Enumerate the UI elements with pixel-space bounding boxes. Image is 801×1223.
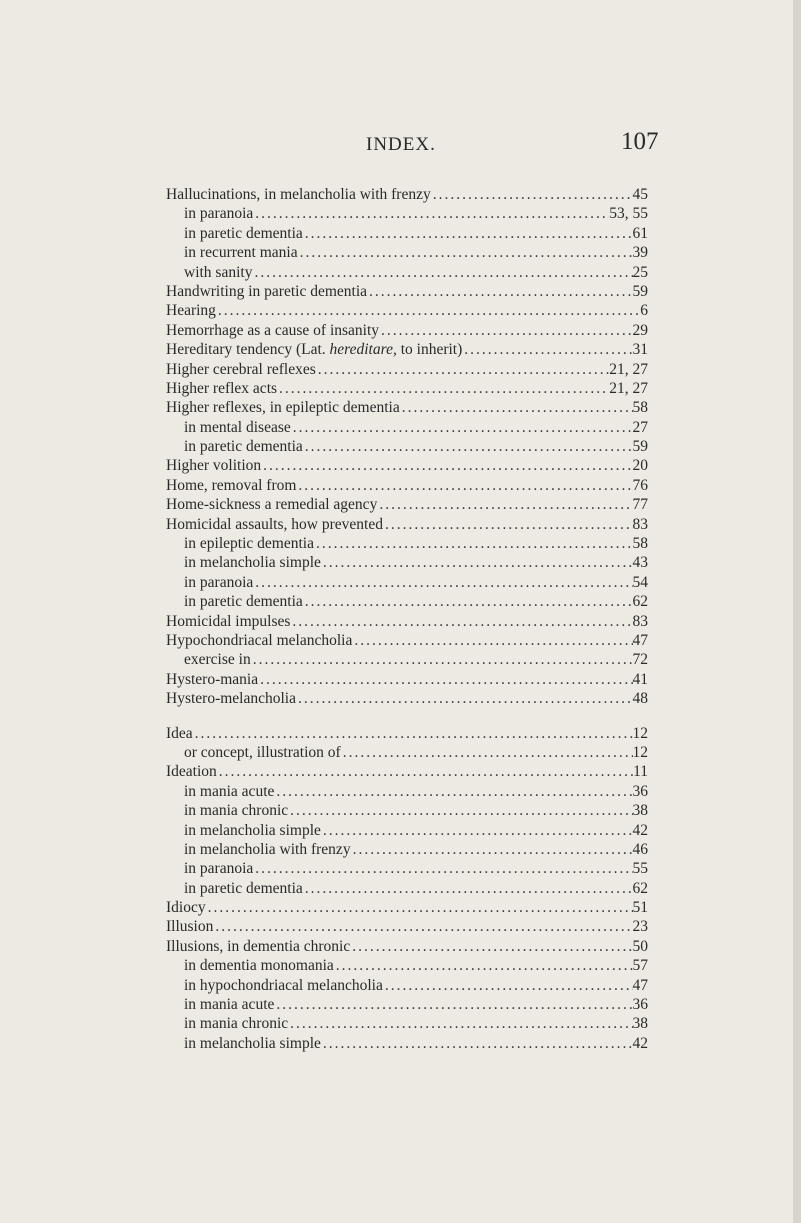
entry-pages: 50 (632, 937, 648, 955)
entry-pages: 72 (632, 651, 648, 669)
index-subentry (166, 1034, 648, 1053)
index-subentry (166, 418, 648, 437)
entry-pages: 38 (632, 802, 648, 820)
entry-pages: 58 (632, 535, 648, 553)
index-entry (166, 321, 648, 340)
index-entry (166, 282, 648, 301)
entry-pages: 45 (632, 186, 648, 203)
page-edge (793, 0, 801, 1223)
index-entry (166, 724, 648, 743)
leader-dots (321, 1034, 633, 1053)
entry-text: in paretic dementia (184, 438, 303, 456)
entry-text: Hallucinations, in melancholia with frenzy (166, 186, 431, 203)
running-title: INDEX. (366, 134, 436, 155)
entry-pages: 51 (632, 899, 648, 917)
entry-text: in hypochondriacal melancholia (184, 976, 383, 994)
index-subentry (166, 821, 648, 840)
leader-dots (217, 762, 633, 781)
entry-text: in melancholia simple (184, 821, 321, 839)
entry-text: Hypochondriacal melancholia (166, 631, 353, 649)
entry-pages: 31 (632, 341, 648, 359)
index-entry (166, 515, 648, 534)
entry-pages: 42 (632, 1034, 648, 1052)
index-entry (166, 476, 648, 495)
leader-dots (462, 340, 632, 359)
leader-dots (274, 995, 632, 1014)
index-entry (166, 631, 648, 650)
entry-text-italic: hereditare, (329, 341, 397, 359)
entry-pages: 25 (632, 263, 648, 281)
entry-text: Homicidal impulses (166, 612, 291, 630)
leader-dots (261, 456, 632, 475)
entry-text: Home-sickness a remedial agency (166, 496, 378, 514)
index-subentry (166, 859, 648, 878)
leader-dots (303, 592, 633, 611)
entry-text: Idea (166, 724, 193, 742)
entry-text: in mania chronic (184, 1015, 289, 1033)
entry-text: in mania chronic (184, 802, 289, 820)
entry-text: Hearing (166, 302, 216, 320)
entry-pages: 62 (632, 593, 648, 611)
index-subentry (166, 1014, 648, 1033)
entry-text: Illusion (166, 918, 214, 936)
leader-dots (431, 185, 633, 204)
leader-dots (316, 360, 610, 379)
index-subentry (166, 840, 648, 859)
leader-dots (400, 398, 633, 417)
leader-dots (321, 821, 633, 840)
index-entry (166, 612, 648, 631)
entry-text: in recurrent mania (184, 244, 298, 262)
entry-pages: 41 (632, 670, 648, 688)
entry-text: in paranoia (184, 573, 254, 591)
index-entry (166, 301, 648, 320)
leader-dots (296, 476, 632, 495)
leader-dots (193, 724, 633, 743)
leader-dots (206, 898, 633, 917)
entry-pages: 43 (632, 554, 648, 572)
leader-dots (341, 743, 633, 762)
entry-text: or concept, illustration of (184, 743, 341, 761)
index-subentry (166, 243, 648, 262)
entry-text: Hystero-mania (166, 670, 259, 688)
leader-dots (321, 553, 633, 572)
index-entry (166, 762, 648, 781)
entry-text: in dementia monomania (184, 957, 334, 975)
index-subentry (166, 956, 648, 975)
entry-pages: 83 (632, 612, 648, 630)
entry-pages: 36 (632, 996, 648, 1014)
page-number: 107 (621, 128, 659, 155)
entry-pages: 23 (632, 918, 648, 936)
entry-pages: 6 (640, 302, 648, 320)
entry-text: in melancholia simple (184, 1034, 321, 1052)
index-subentry (166, 650, 648, 669)
leader-dots (252, 263, 632, 282)
leader-dots (277, 379, 609, 398)
leader-dots (303, 224, 633, 243)
entry-pages: 58 (632, 399, 648, 417)
index-subentry (166, 534, 648, 553)
entry-pages: 29 (632, 321, 648, 339)
index-entry (166, 360, 648, 379)
entry-pages: 11 (633, 763, 648, 781)
entry-text: Hystero-melancholia (166, 690, 296, 708)
entry-pages: 53, 55 (609, 205, 648, 223)
leader-dots (383, 976, 633, 995)
entry-text: Higher reflex acts (166, 379, 278, 397)
entry-pages: 38 (632, 1015, 648, 1033)
index-subentry (166, 553, 648, 572)
index-subentry (166, 204, 648, 223)
entry-pages: 76 (632, 476, 648, 494)
entry-pages: 57 (632, 957, 648, 975)
index-subentry (166, 801, 648, 820)
entry-pages: 21, 27 (609, 379, 648, 397)
leader-dots (288, 1014, 632, 1033)
index-subentry (166, 263, 648, 282)
entry-pages: 39 (632, 244, 648, 262)
entry-text: with sanity (184, 263, 253, 281)
leader-dots (352, 631, 632, 650)
entry-text: Hemorrhage as a cause of insanity (166, 321, 380, 339)
entry-pages: 27 (632, 418, 648, 436)
entry-text-part: to inherit) (396, 341, 463, 359)
index-entry (166, 456, 648, 475)
index-subentry (166, 976, 648, 995)
index-subentry (166, 224, 648, 243)
entry-text: Handwriting in paretic dementia (166, 282, 368, 300)
leader-dots (291, 418, 633, 437)
entry-pages: 20 (632, 457, 648, 475)
entry-text: Higher reflexes, in epileptic dementia (166, 399, 400, 417)
entry-text: in paranoia (184, 205, 254, 223)
entry-text: Higher volition (166, 457, 262, 475)
entry-pages: 55 (632, 860, 648, 878)
leader-dots (303, 879, 633, 898)
leader-dots (253, 573, 632, 592)
leader-dots (213, 917, 632, 936)
entry-text: in epileptic dementia (184, 535, 314, 553)
entry-pages: 59 (632, 282, 648, 300)
index-subentry (166, 782, 648, 801)
page-header (0, 128, 801, 164)
entry-pages: 12 (632, 724, 648, 742)
entry-text: in paretic dementia (184, 879, 303, 897)
leader-dots (334, 956, 633, 975)
entry-pages: 59 (632, 438, 648, 456)
leader-dots (314, 534, 633, 553)
entry-text-part: Hereditary tendency (Lat. (166, 341, 330, 359)
entry-text: Idiocy (166, 899, 206, 917)
entry-pages: 46 (632, 840, 648, 858)
index-list (166, 185, 648, 1053)
leader-dots (216, 301, 640, 320)
entry-text (166, 340, 462, 359)
leader-dots (303, 437, 633, 456)
entry-text: in mental disease (184, 418, 291, 436)
entry-pages: 61 (632, 224, 648, 242)
leader-dots (253, 859, 632, 878)
index-subentry (166, 743, 648, 762)
leader-dots (377, 495, 632, 514)
leader-dots (350, 937, 632, 956)
index-entry (166, 398, 648, 417)
entry-text: Higher cerebral reflexes (166, 360, 316, 378)
entry-pages: 36 (632, 782, 648, 800)
entry-text: in mania acute (184, 782, 275, 800)
index-subentry (166, 879, 648, 898)
entry-text: in paranoia (184, 860, 254, 878)
entry-text: exercise in (184, 651, 251, 669)
index-entry (166, 340, 648, 359)
entry-text: in melancholia simple (184, 554, 321, 572)
leader-dots (383, 515, 633, 534)
leader-dots (288, 801, 632, 820)
leader-dots (251, 650, 633, 669)
index-entry (166, 495, 648, 514)
entry-text: in mania acute (184, 996, 275, 1014)
index-subentry (166, 573, 648, 592)
index-subentry (166, 592, 648, 611)
index-entry (166, 185, 648, 204)
entry-text: in paretic dementia (184, 224, 303, 242)
leader-dots (253, 204, 609, 223)
entry-text: in paretic dementia (184, 593, 303, 611)
entry-pages: 62 (632, 879, 648, 897)
index-entry (166, 670, 648, 689)
leader-dots (274, 782, 632, 801)
entry-pages: 21, 27 (609, 360, 648, 378)
entry-pages: 83 (632, 515, 648, 533)
entry-pages: 12 (632, 743, 648, 761)
index-entry (166, 898, 648, 917)
entry-text: in melancholia with frenzy (184, 840, 351, 858)
leader-dots (367, 282, 632, 301)
index-entry (166, 379, 648, 398)
leader-dots (258, 670, 632, 689)
entry-pages: 77 (632, 496, 648, 514)
entry-pages: 47 (632, 976, 648, 994)
leader-dots (351, 840, 633, 859)
entry-text: Illusions, in dementia chronic (166, 937, 351, 955)
index-entry (166, 917, 648, 936)
leader-dots (379, 321, 632, 340)
entry-pages: 42 (632, 821, 648, 839)
entry-text: Homicidal assaults, how prevented (166, 515, 383, 533)
index-entry (166, 937, 648, 956)
entry-pages: 47 (632, 631, 648, 649)
leader-dots (296, 689, 633, 708)
entry-text: Home, removal from (166, 476, 297, 494)
leader-dots (298, 243, 633, 262)
index-entry (166, 689, 648, 708)
index-subentry (166, 437, 648, 456)
entry-pages: 48 (632, 690, 648, 708)
leader-dots (290, 612, 632, 631)
entry-text: Ideation (166, 763, 217, 781)
entry-pages: 54 (632, 573, 648, 591)
index-subentry (166, 995, 648, 1014)
